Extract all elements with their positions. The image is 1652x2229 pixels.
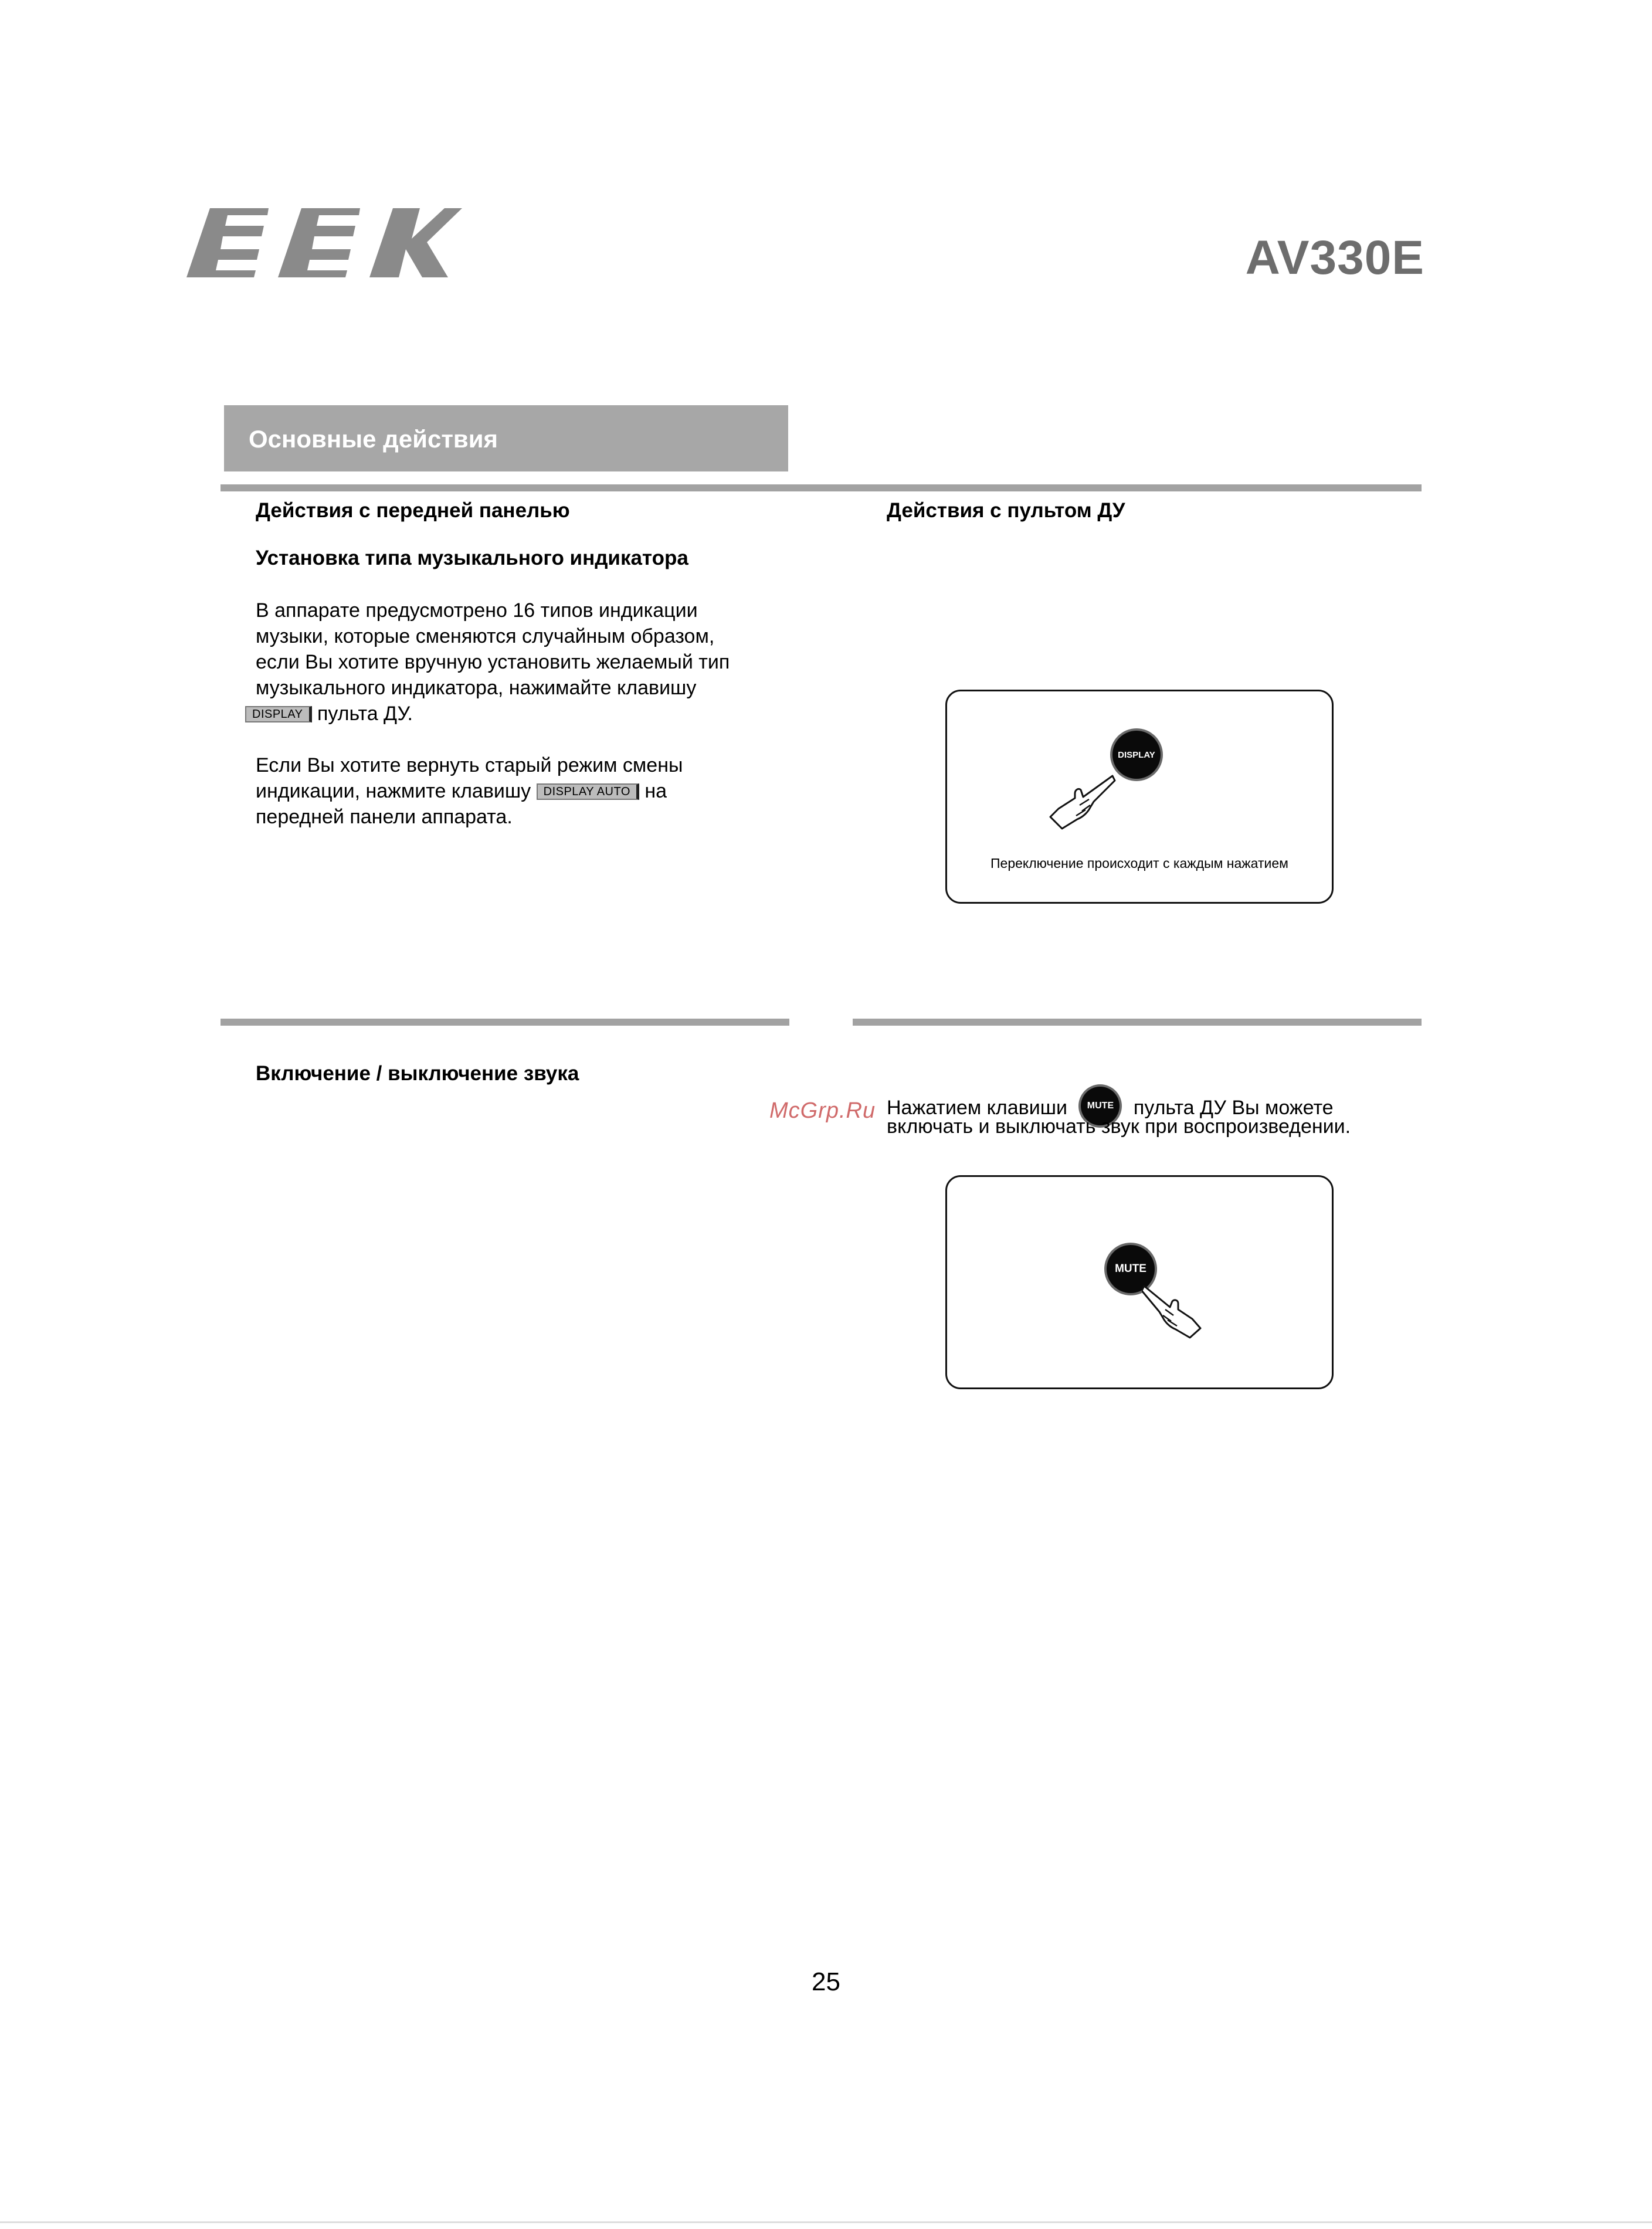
watermark: McGrp.Ru <box>769 1098 876 1123</box>
text-line: передней панели аппарата. <box>256 806 513 828</box>
restore-description <box>256 752 795 830</box>
mute-key-label: MUTE <box>1087 1101 1114 1111</box>
right-middle-divider <box>853 1019 1422 1026</box>
text-fragment: Нажатием клавиши <box>887 1096 1067 1119</box>
indicator-description <box>256 598 795 701</box>
text-line: музыкального индикатора, нажимайте клавишу <box>256 677 697 699</box>
text-line: В аппарате предусмотрено 16 типов индикации <box>256 599 698 622</box>
remote-heading: Действия с пультом ДУ <box>887 499 1125 522</box>
display-panel-caption: Переключение происходит с каждым нажатием <box>990 856 1288 871</box>
text-line: музыки, которые сменяются случайным образом, <box>256 625 715 647</box>
text-fragment: пульта ДУ Вы можете <box>1133 1096 1334 1119</box>
mute-heading: Включение / выключение звука <box>256 1062 579 1085</box>
display-remote-button <box>1112 731 1161 779</box>
indicator-type-heading: Установка типа музыкального индикатора <box>256 547 688 569</box>
text-fragment: пульта ДУ. <box>317 703 413 725</box>
bbk-logo <box>186 208 462 277</box>
text-fragment: индикации, нажмите клавишу <box>256 780 531 802</box>
pointing-hand-icon <box>1142 1281 1206 1340</box>
display-key-line <box>245 701 413 727</box>
text-fragment: на <box>644 780 667 802</box>
model-name: AV330E <box>1245 231 1424 284</box>
left-middle-divider <box>221 1019 789 1026</box>
display-button-label: DISPLAY <box>1118 749 1155 760</box>
display-illustration-panel <box>945 690 1334 904</box>
mute-illustration-panel <box>945 1175 1334 1389</box>
display-auto-key-label: DISPLAY AUTO <box>537 783 639 800</box>
front-panel-heading: Действия с передней панелью <box>256 499 570 522</box>
text-line <box>256 778 795 804</box>
pointing-hand-icon <box>1047 772 1117 831</box>
mute-button-label: MUTE <box>1115 1263 1146 1275</box>
top-divider <box>221 484 1422 491</box>
mute-description-line2: включать и выключать звук при воспроизведении. <box>887 1115 1351 1138</box>
section-title: Основные действия <box>249 425 498 453</box>
page-number: 25 <box>812 1967 840 1996</box>
text-line: если Вы хотите вручную установить желаемый тип <box>256 651 730 673</box>
bottom-edge-line <box>0 2221 1652 2223</box>
display-key-label: DISPLAY <box>245 706 312 722</box>
text-line: Если Вы хотите вернуть старый режим смены <box>256 754 683 776</box>
